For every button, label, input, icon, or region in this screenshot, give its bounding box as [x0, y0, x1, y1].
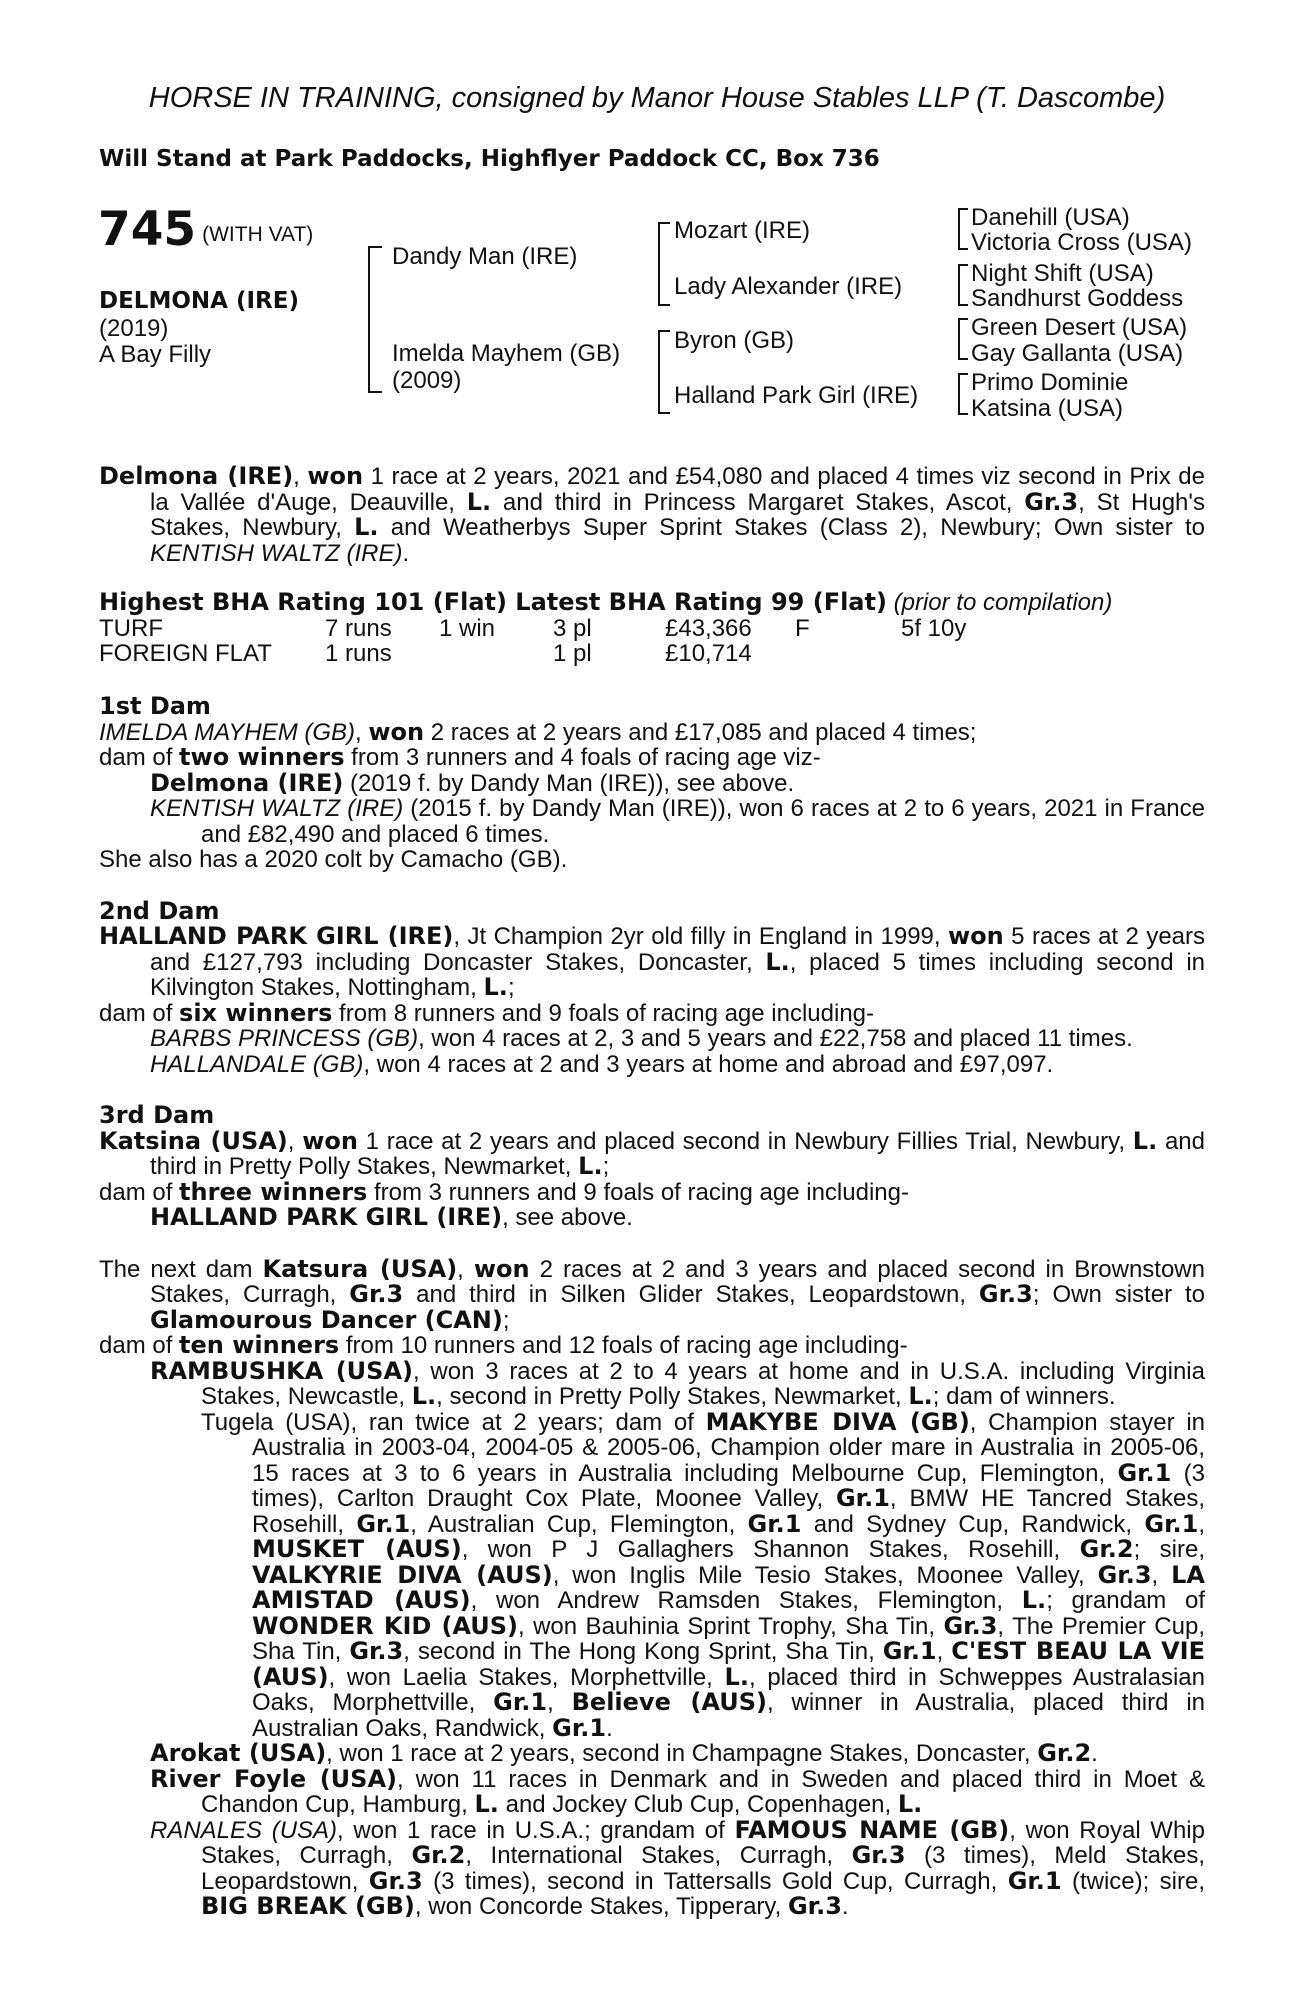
- stats-cell: [901, 641, 966, 667]
- stand-location: Will Stand at Park Paddocks, Highflyer Paddock CC, Box 736: [99, 146, 880, 172]
- stats-cell: 1 pl: [553, 640, 592, 667]
- page-header: HORSE IN TRAINING, consigned by Manor House Stables LLP (T. Dascombe): [148, 82, 1166, 114]
- pedigree-brace-ss: [958, 208, 968, 250]
- stats-row-turf: [99, 616, 966, 642]
- stats-cell: 1 runs: [325, 640, 392, 667]
- stats-cell: FOREIGN FLAT: [99, 640, 272, 667]
- pedigree-sire: Dandy Man (IRE): [392, 243, 578, 270]
- pedigree-sss: Danehill (USA): [971, 204, 1130, 231]
- pedigree-ssd: Victoria Cross (USA): [971, 229, 1192, 256]
- pedigree-dsd: Gay Gallanta (USA): [971, 340, 1184, 367]
- pedigree-dam: Imelda Mayhem (GB): [392, 340, 621, 367]
- pedigree-brace-sd: [958, 264, 968, 306]
- lot-number: [98, 202, 314, 260]
- lot-number-value: 745: [98, 202, 197, 257]
- pedigree-sire-sire: Mozart (IRE): [674, 217, 811, 244]
- stats-cell: TURF: [99, 614, 163, 642]
- pedigree-brace-main: [368, 246, 382, 393]
- bha-rating: Highest BHA Rating 101 (Flat) Latest BHA Rating 99 (Flat): [99, 588, 887, 616]
- pedigree-dss: Green Desert (USA): [971, 314, 1188, 341]
- stats-cell: 7 runs: [325, 614, 392, 642]
- horse-year: (2019): [99, 315, 169, 342]
- pedigree-sdd: Sandhurst Goddess: [971, 285, 1184, 312]
- stats-cell: [795, 641, 901, 667]
- stats-cell: 3 pl: [553, 614, 592, 642]
- pedigree-dam-sire: Byron (GB): [674, 327, 795, 354]
- pedigree-dds: Primo Dominie: [971, 369, 1129, 396]
- pedigree-brace-dam: [658, 330, 670, 414]
- pedigree-brace-sire: [658, 222, 670, 306]
- race-stats-table: [99, 616, 966, 667]
- stats-cell: 1 win: [439, 614, 496, 642]
- rating-block: [99, 590, 1205, 667]
- horse-name: DELMONA (IRE): [99, 288, 299, 314]
- pedigree-sds: Night Shift (USA): [971, 260, 1154, 287]
- pedigree-ddd: Katsina (USA): [971, 395, 1124, 422]
- stats-row-foreign: [99, 641, 966, 667]
- section-heading-3rd-dam: 3rd Dam: [99, 1101, 215, 1129]
- stats-cell: 5f 10y: [901, 614, 967, 642]
- pedigree-dam-year: (2009): [392, 367, 462, 394]
- stats-cell: F: [795, 614, 810, 642]
- pedigree-brace-ds: [958, 318, 968, 360]
- pedigree-dam-dam: Halland Park Girl (IRE): [674, 382, 919, 409]
- horse-description: A Bay Filly: [99, 341, 212, 368]
- section-heading-1st-dam: 1st Dam: [99, 692, 211, 720]
- rating-note: (prior to compilation): [893, 589, 1113, 616]
- horse-summary: Delmona (IRE), won 1 race at 2 years, 2021 and £54,080 and placed 4 times viz second in Prix de la Vallée d'Auge, Deauville, L. and third in Princess Margaret Stakes, Ascot, Gr.3, St Hugh's Stakes, Newbury, L. and Weatherbys Super Sprint Stakes (Class 2), Newbury; Own sister to KENTISH WALTZ (IRE).: [99, 462, 1205, 567]
- pedigree-sire-dam: Lady Alexander (IRE): [674, 273, 903, 300]
- stats-cell: £10,714: [665, 640, 752, 667]
- section-heading-2nd-dam: 2nd Dam: [99, 896, 220, 925]
- pedigree-brace-dd: [958, 373, 968, 415]
- stats-cell: £43,366: [665, 614, 752, 642]
- family-notes: 1st Dam IMELDA MAYHEM (GB), won 2 races at 2 years and £17,085 and placed 4 times; dam of two winners from 3 runners and 4 foals of racing age viz- Delmona (IRE) (2019 f. by Dandy Man (IRE)), see above. KENTISH WALTZ (IRE) (2015 f. by Dandy Man (IRE)), won 6 races at 2 to 6 years, 2021 in France and £82,490 and placed 6 times. She also has a 2020 colt by Camacho (GB). 2nd Dam HALLAND PARK GIRL (IRE), Jt Champion 2yr old filly in England in 1999, won 5 races at 2 years and £127,793 including Doncaster Stakes, Doncaster, L., placed 5 times including second in Kilvington Stakes, Nottingham, L.; dam of six winners from 8 runners and 9 foals of racing age including- BARBS PRINCESS (GB), won 4 races at 2, 3 and 5 years and £22,758 and placed 11 times. HALLANDALE (GB), won 4 races at 2 and 3 years at home and abroad and £97,097. 3rd Dam Katsina (USA), won 1 race at 2 years and placed second in Newbury Fillies Trial, Newbury, L. and third in Pretty Polly Stakes, Newmarket, L.; dam of three winners from 3 runners and 9 foals of racing age including- HALLAND PARK GIRL (IRE), see above. The next dam Katsura (USA), won 2 races at 2 and 3 years and placed second in Brownstown Stakes, Curragh, Gr.3 and third in Silken Glider Stakes, Leopardstown, Gr.3; Own sister to Glamourous Dancer (CAN); dam of ten winners from 10 runners and 12 foals of racing age including- RAMBUSHKA (USA), won 3 races at 2 to 4 years at home and in U.S.A. including Virginia Stakes, Newcastle, L., second in Pretty Polly Stakes, Newmarket, L.; dam of winners. Tugela (USA), ran twice at 2 years; dam of MAKYBE DIVA (GB), Champion stayer in Australia in 2003-04, 2004-05 & 2005-06, Champion older mare in Australia in 2005-06, 15 races at 3 to 6 years in Australia including Melbourne Cup, Flemington, Gr.1 (3 times), Carlton Draught Cox Plate, Moonee Valley, Gr.1, BMW HE Tancred Stakes, Rosehill, Gr.1, Australian Cup, Flemington, Gr.1 and Sydney Cup, Randwick, Gr.1, MUSKET (AUS), won P J Gallaghers Shannon Stakes, Rosehill, Gr.2; sire, VALKYRIE DIVA (AUS), won Inglis Mile Tesio Stakes, Moonee Valley, Gr.3, LA AMISTAD (AUS), won Andrew Ramsden Stakes, Flemington, L.; grandam of WONDER KID (AUS), won Bauhinia Sprint Trophy, Sha Tin, Gr.3, The Premier Cup, Sha Tin, Gr.3, second in The Hong Kong Sprint, Sha Tin, Gr.1, C'EST BEAU LA VIE (AUS), won Laelia Stakes, Morphettville, L., placed third in Schweppes Australasian Oaks, Morphettville, Gr.1, Believe (AUS), winner in Australia, placed third in Australian Oaks, Randwick, Gr.1. Arokat (USA), won 1 race at 2 years, second in Champagne Stakes, Doncaster, Gr.2. River Foyle (USA), won 11 races in Denmark and in Sweden and placed third in Moet & Chandon Cup, Hamburg, L. and Jockey Club Cup, Copenhagen, L. RANALES (USA), won 1 race in U.S.A.; grandam of FAMOUS NAME (GB), won Royal Whip Stakes, Curragh, Gr.2, International Stakes, Curragh, Gr.3 (3 times), Meld Stakes, Leopardstown, Gr.3 (3 times), second in Tattersalls Gold Cup, Curragh, Gr.1 (twice); sire, BIG BREAK (GB), won Concorde Stakes, Tipperary, Gr.3.: [99, 692, 1206, 1920]
- stats-cell: [439, 641, 553, 667]
- vat-label: (WITH VAT): [202, 223, 314, 246]
